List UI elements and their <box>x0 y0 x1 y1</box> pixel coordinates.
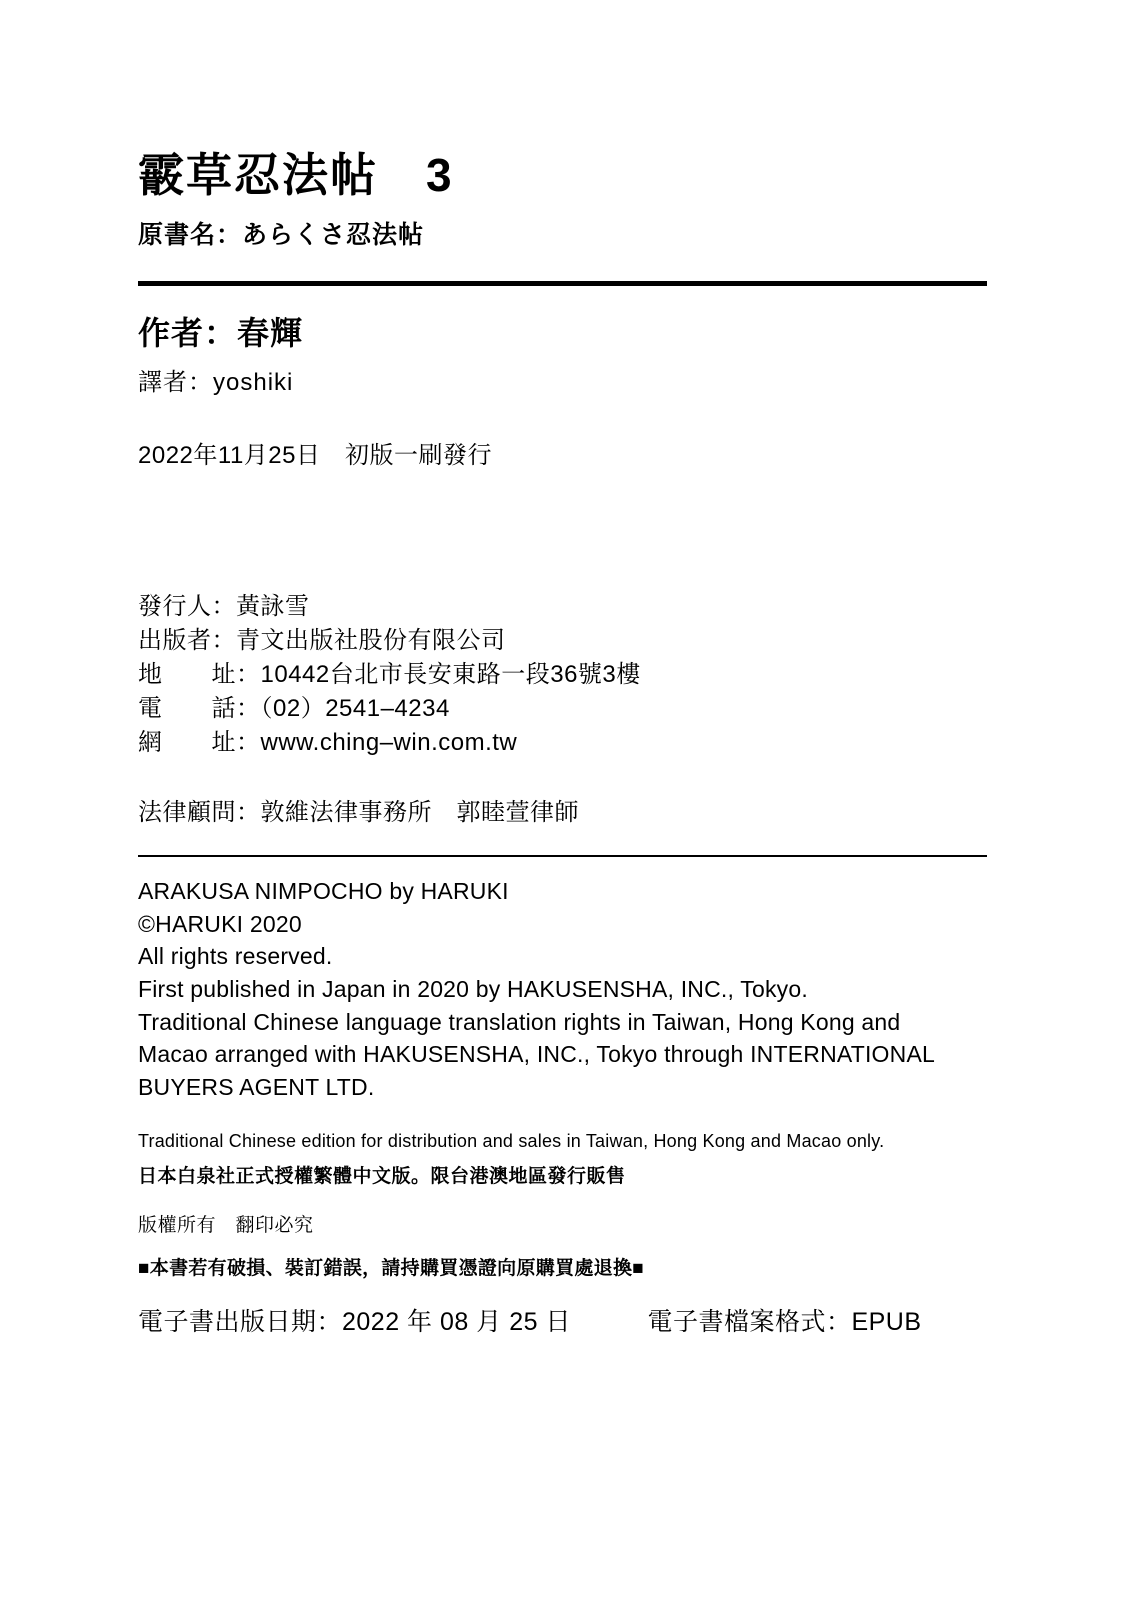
book-title: 霰草忍法帖 3 <box>138 149 454 201</box>
rights-block <box>138 875 987 1104</box>
author: 作者：春輝 <box>138 314 304 351</box>
publisher-line: 地 址：10442台北市長安東路一段36號3樓 <box>138 660 641 688</box>
distribution-note-en: Traditional Chinese edition for distribution and sales in Taiwan, Hong Kong and Macao only. <box>138 1130 885 1151</box>
rights-line: Traditional Chinese language translation rights in Taiwan, Hong Kong and <box>138 1008 901 1035</box>
divider-thin <box>138 855 987 857</box>
legal-advisor: 法律顧問：敦維法律事務所 郭睦萱律師 <box>138 798 579 826</box>
publisher-block <box>138 590 987 827</box>
copyright-note: 版權所有 翻印必究 <box>138 1214 314 1236</box>
rights-line: ©HARUKI 2020 <box>138 910 302 937</box>
rights-line: First published in Japan in 2020 by HAKUSENSHA, INC., Tokyo. <box>138 975 808 1002</box>
title-block <box>138 150 987 251</box>
publish-date: 2022年11月25日 初版一刷發行 <box>138 441 492 469</box>
original-title: 原書名：あらくさ忍法帖 <box>138 220 425 249</box>
rights-line: ARAKUSA NIMPOCHO by HARUKI <box>138 877 509 904</box>
rights-line: Macao arranged with HAKUSENSHA, INC., Tokyo through INTERNATIONAL <box>138 1041 935 1068</box>
translator: 譯者：yoshiki <box>138 368 294 396</box>
publisher-line: 電 話：（02）2541–4234 <box>138 694 450 722</box>
rights-line: All rights reserved. <box>138 943 333 970</box>
publisher-line: 發行人：黃詠雪 <box>138 592 310 620</box>
rights-line: BUYERS AGENT LTD. <box>138 1073 375 1100</box>
publisher-line: 出版者：青文出版社股份有限公司 <box>138 626 506 654</box>
damage-return-note: ■本書若有破損、裝訂錯誤，請持購買憑證向原購買處退換■ <box>138 1257 645 1279</box>
author-block <box>138 308 987 470</box>
divider-thick <box>138 281 987 286</box>
notes-block <box>138 1128 987 1338</box>
ebook-info: 電子書出版日期：2022 年 08 月 25 日 電子書檔案格式：EPUB <box>138 1307 922 1336</box>
distribution-note-cn: 日本白泉社正式授權繁體中文版。限台港澳地區發行販售 <box>138 1165 626 1187</box>
publisher-website: 網 址：www.ching–win.com.tw <box>138 728 518 756</box>
